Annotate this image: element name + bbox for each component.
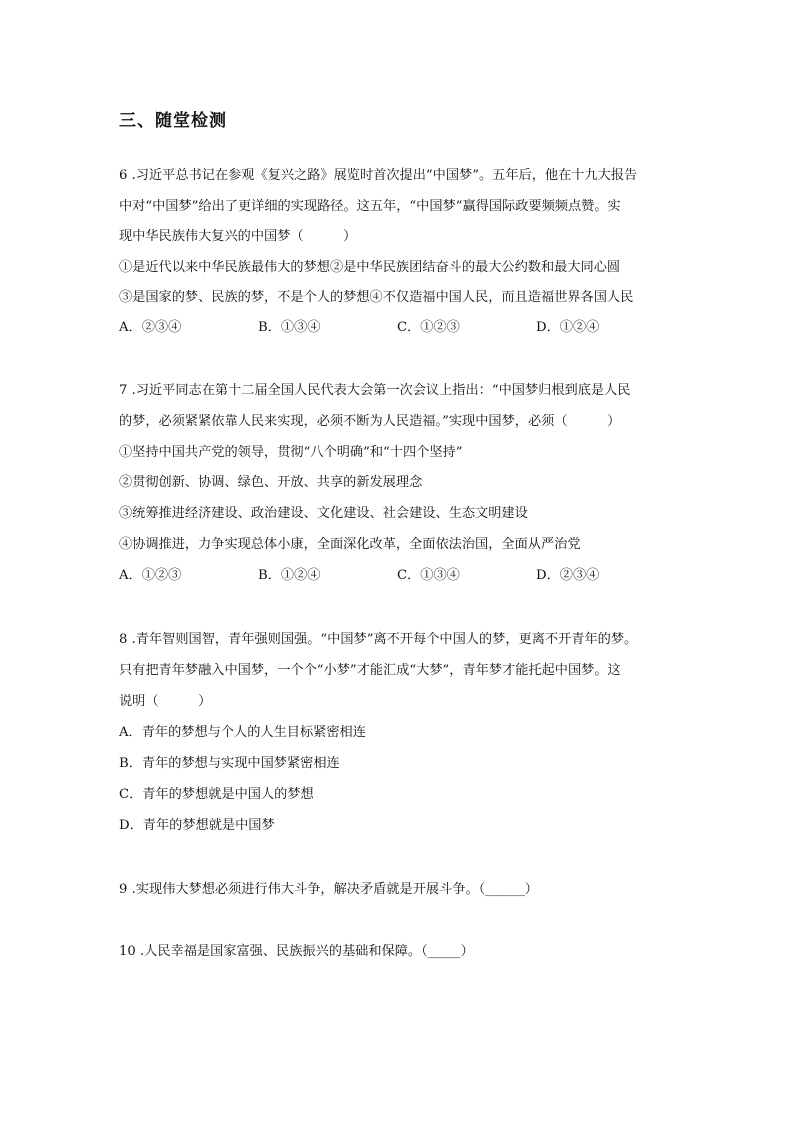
- question-7-option-c: C．①③④: [397, 568, 460, 583]
- question-6-option-a: A．②③④: [119, 320, 182, 335]
- question-7-statement-1: ①坚持中国共产党的领导，贯彻“八个明确”和“十四个坚持”: [119, 445, 463, 460]
- question-6-option-c: C．①②③: [397, 320, 460, 335]
- question-8-option-c: C．青年的梦想就是中国人的梦想: [119, 787, 314, 802]
- question-6-option-d: D．①②④: [536, 320, 600, 335]
- question-8-option-d: D．青年的梦想就是中国梦: [119, 818, 275, 833]
- question-7-line-2: 的梦，必须紧紧依靠人民来实现，必须不断为人民造福。”实现中国梦，必须（ ）: [119, 414, 621, 429]
- question-8-line-3: 说明（ ）: [119, 694, 212, 709]
- question-7-option-d: D．②③④: [536, 568, 600, 583]
- question-6-line-3: 现中华民族伟大复兴的中国梦（ ）: [119, 229, 357, 244]
- question-8-option-b: B．青年的梦想与实现中国梦紧密相连: [119, 756, 340, 771]
- question-7-option-b: B．①②④: [258, 568, 321, 583]
- question-7-statement-4: ④协调推进，力争实现总体小康，全面深化改革，全面依法治国，全面从严治党: [119, 537, 581, 552]
- question-6-line-1: 6 .习近平总书记在参观《复兴之路》展览时首次提出“中国梦”。五年后，他在十九大报告: [119, 168, 638, 183]
- question-6-option-b: B．①③④: [258, 320, 321, 335]
- question-9: 9 .实现伟大梦想必须进行伟大斗争，解决矛盾就是开展斗争。（______）: [119, 882, 538, 897]
- question-7-statement-3: ③统筹推进经济建设、政治建设、文化建设、社会建设、生态文明建设: [119, 506, 528, 521]
- question-7-statement-2: ②贯彻创新、协调、绿色、开放、共享的新发展理念: [119, 475, 423, 490]
- question-6-statement-1-2: ①是近代以来中华民族最伟大的梦想②是中华民族团结奋斗的最大公约数和最大同心圆: [119, 260, 621, 275]
- question-8-line-1: 8 .青年智则国智，青年强则国强。“中国梦”离不开每个中国人的梦，更离不开青年的梦。: [119, 632, 638, 647]
- question-10: 10 .人民幸福是国家富强、民族振兴的基础和保障。（_____）: [119, 944, 474, 959]
- section-title: 三、随堂检测: [119, 111, 227, 131]
- question-8-option-a: A．青年的梦想与个人的人生目标紧密相连: [119, 725, 366, 740]
- question-6-statement-3-4: ③是国家的梦、民族的梦，不是个人的梦想④不仅造福中国人民，而且造福世界各国人民: [119, 290, 634, 305]
- question-7-line-1: 7 .习近平同志在第十二届全国人民代表大会第一次会议上指出：“中国梦归根到底是人民: [119, 383, 631, 398]
- question-6-line-2: 中对“中国梦”给出了更详细的实现路径。这五年，“中国梦”赢得国际政要频频点赞。实: [119, 199, 621, 214]
- question-7-option-a: A．①②③: [119, 568, 182, 583]
- question-8-line-2: 只有把青年梦融入中国梦，一个个“小梦”才能汇成“大梦”，青年梦才能托起中国梦。这: [119, 663, 621, 678]
